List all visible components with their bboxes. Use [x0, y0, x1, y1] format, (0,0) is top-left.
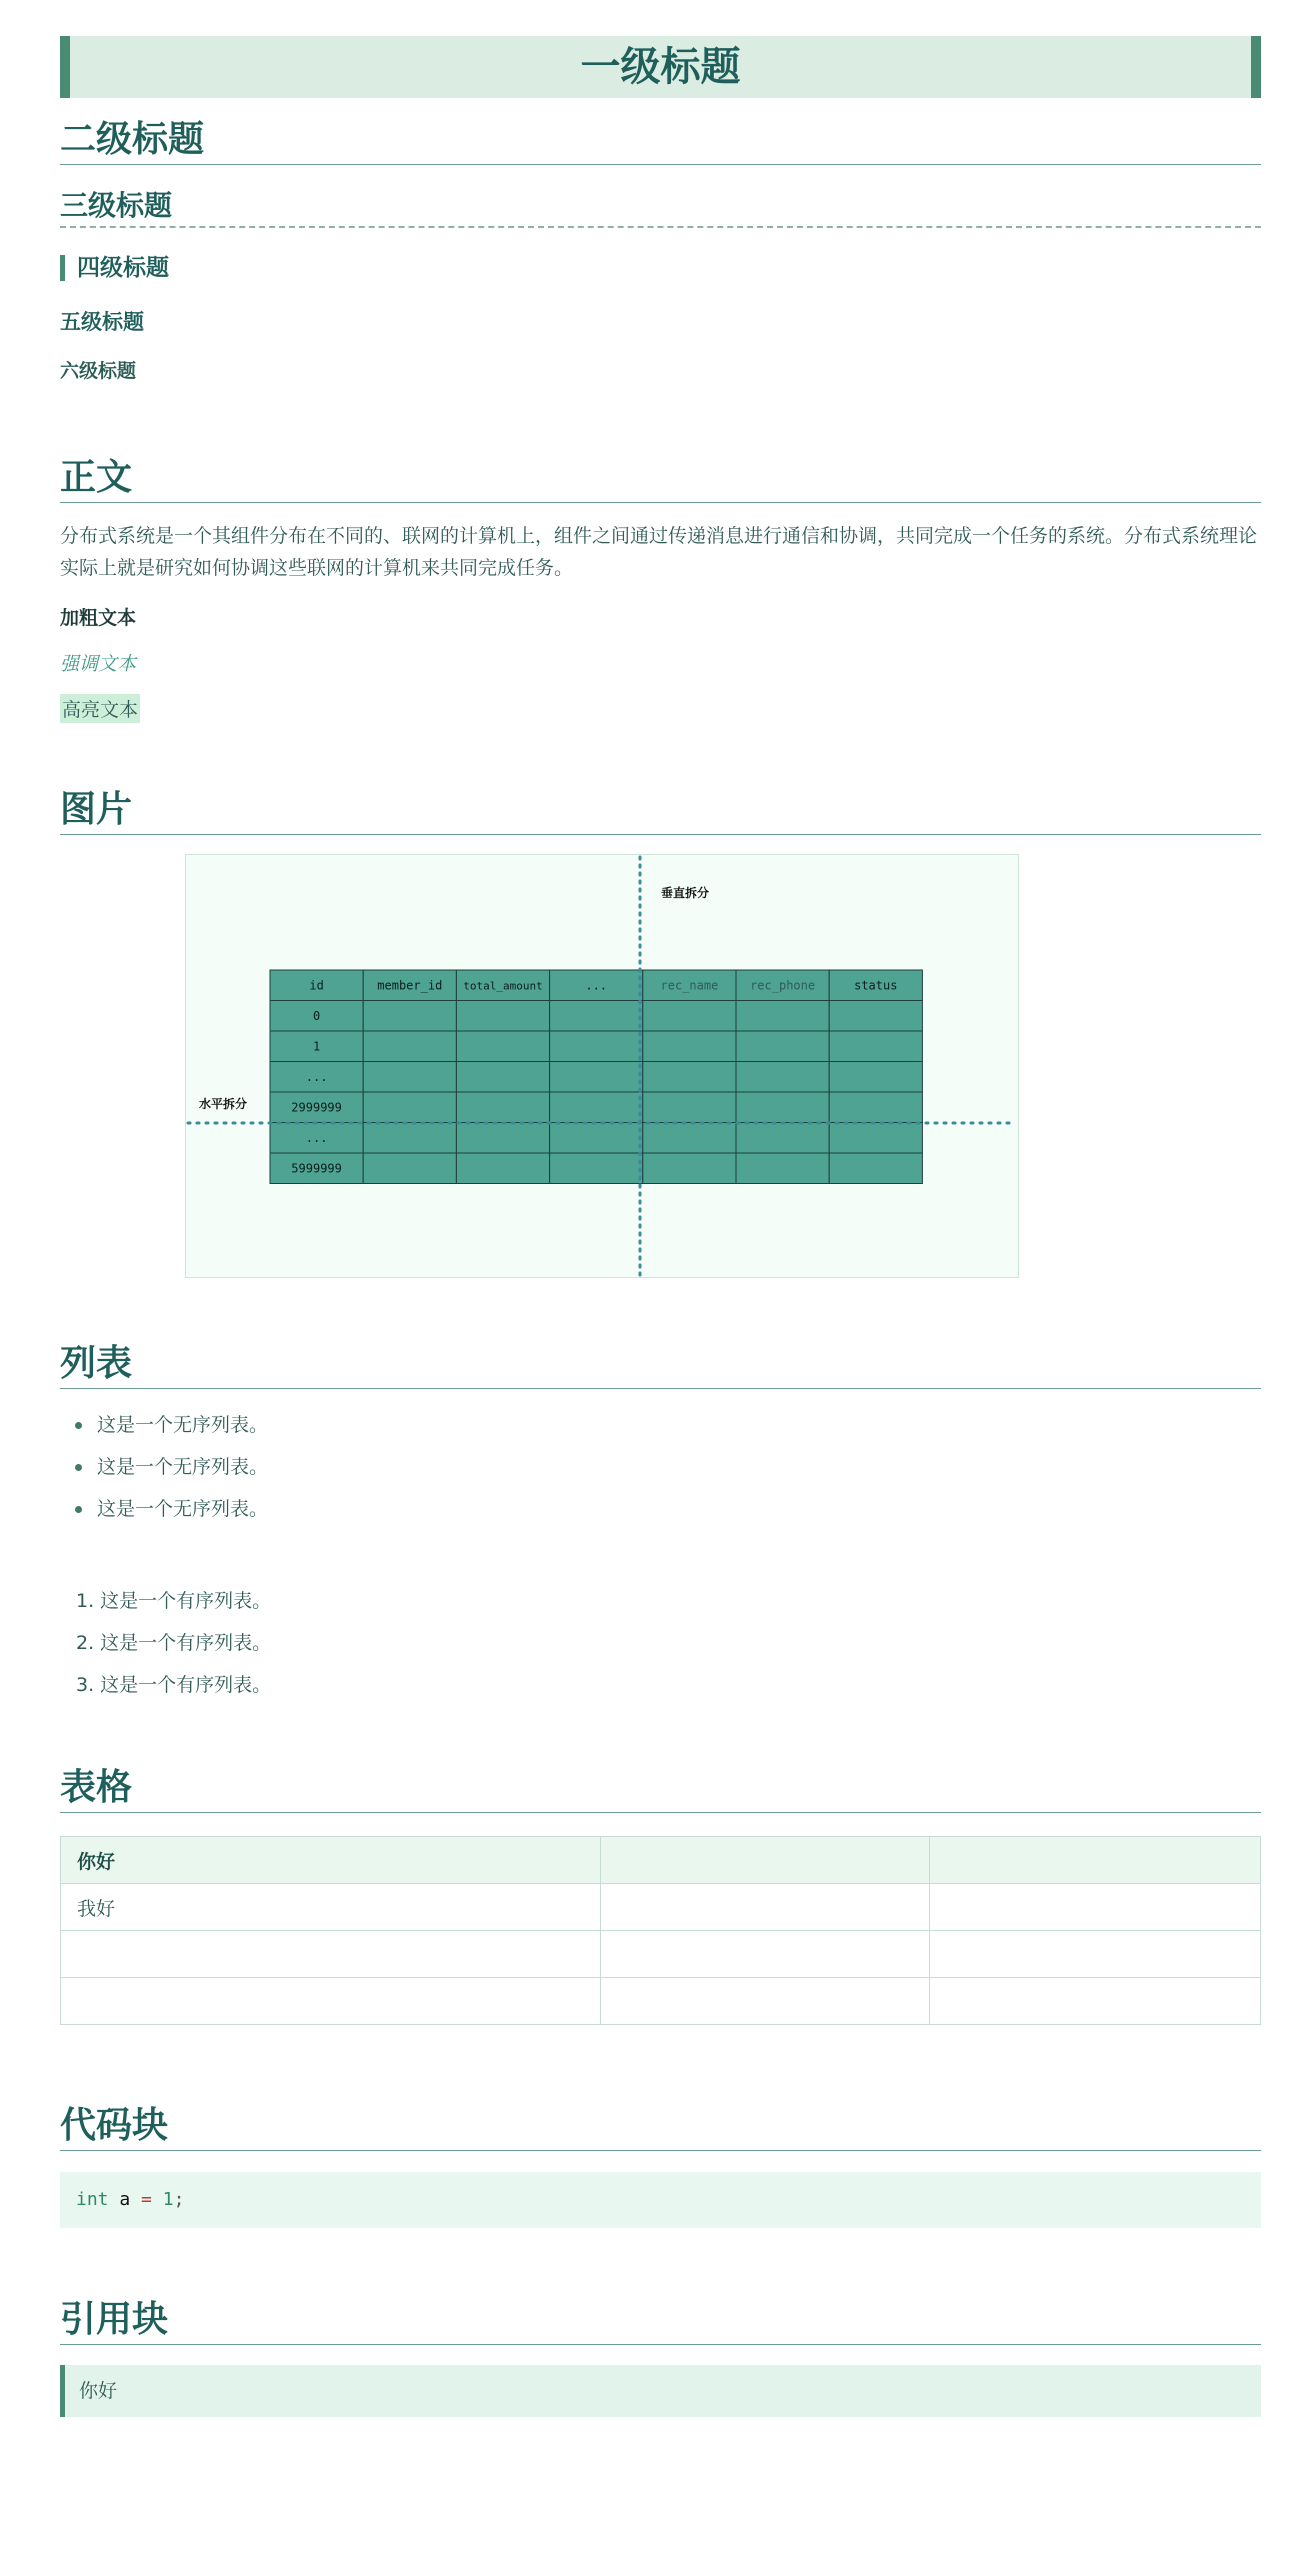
diagram-column-label: total_amount — [463, 979, 543, 993]
content-table — [60, 1836, 1261, 2025]
code-block — [60, 2172, 1261, 2228]
diagram-column-label: id — [309, 978, 324, 993]
diagram-row-label: ... — [305, 1130, 328, 1145]
diagram-cell — [456, 1123, 549, 1154]
diagram-cell — [736, 1092, 829, 1123]
diagram-cell — [736, 1062, 829, 1093]
table-cell — [61, 1978, 601, 2025]
diagram-cell — [643, 1062, 736, 1093]
ordered-list — [60, 1580, 271, 1706]
section-title-quote: 引用块 — [60, 2296, 1261, 2345]
bullet-icon — [75, 1464, 82, 1471]
table-row — [61, 1978, 1261, 2025]
diagram-cell — [456, 1062, 549, 1093]
diagram-cell — [456, 1001, 549, 1032]
heading-2: 二级标题 — [60, 116, 1261, 165]
table-cell — [600, 1931, 930, 1978]
diagram-cell — [456, 1092, 549, 1123]
heading-6: 六级标题 — [60, 360, 137, 382]
table-cell — [930, 1978, 1261, 2025]
diagram-cell — [643, 1031, 736, 1062]
diagram-cell — [363, 1031, 456, 1062]
list-item: 这是一个无序列表。 — [60, 1488, 268, 1530]
table-cell — [61, 1931, 601, 1978]
list-item: 1. 这是一个有序列表。 — [76, 1590, 272, 1612]
diagram-row-label: 0 — [312, 1008, 321, 1023]
bullet-icon — [75, 1506, 82, 1513]
diagram-cell — [829, 1092, 922, 1123]
diagram-cell — [829, 1153, 922, 1184]
table-cell: 你好 — [61, 1837, 601, 1884]
table-row — [61, 1931, 1261, 1978]
highlight-text: 高亮文本 — [60, 694, 140, 723]
code-number: 1 — [151, 2189, 174, 2210]
vertical-split-label: 垂直拆分 — [661, 886, 710, 900]
diagram-cell — [829, 1123, 922, 1154]
table-cell — [600, 1978, 930, 2025]
table-cell — [600, 1837, 930, 1884]
diagram-cell — [829, 1062, 922, 1093]
table-cell — [930, 1837, 1261, 1884]
code-identifier: a — [108, 2189, 142, 2210]
list-item: 3. 这是一个有序列表。 — [76, 1674, 272, 1696]
diagram-cell — [550, 1123, 643, 1154]
diagram-cell — [550, 1092, 643, 1123]
table-row — [61, 1884, 1261, 1931]
figure-split-diagram — [185, 854, 1019, 1278]
heading-3: 三级标题 — [60, 186, 1261, 228]
heading-5: 五级标题 — [60, 310, 144, 334]
diagram-column-label: status — [854, 978, 898, 993]
body-paragraph: 分布式系统是一个其组件分布在不同的、联网的计算机上，组件之间通过传递消息进行通信和协调，共同完成一个任务的系统。分布式系统理论实际上就是研究如何协调这些联网的计算机来共同完成任务。 — [60, 525, 1258, 579]
bold-text: 加粗文本 — [60, 607, 137, 629]
list-item: 这是一个无序列表。 — [60, 1446, 268, 1488]
diagram-cell — [363, 1123, 456, 1154]
diagram-cell — [363, 1092, 456, 1123]
diagram-row-label: 5999999 — [291, 1161, 342, 1176]
table-cell — [930, 1931, 1261, 1978]
diagram-cell — [550, 1153, 643, 1184]
diagram-cell — [456, 1031, 549, 1062]
diagram-cell — [829, 1001, 922, 1032]
diagram-column-label: member_id — [377, 978, 443, 993]
table-cell — [930, 1884, 1261, 1931]
diagram-cell — [550, 1031, 643, 1062]
table-cell: 我好 — [61, 1884, 601, 1931]
diagram-column-label: ... — [585, 978, 608, 993]
diagram-cell — [456, 1153, 549, 1184]
code-operator: = — [141, 2189, 152, 2210]
diagram-cell — [736, 1001, 829, 1032]
diagram-row-label: 1 — [312, 1039, 321, 1054]
diagram-cell — [643, 1092, 736, 1123]
section-title-code: 代码块 — [60, 2102, 1261, 2151]
diagram-cell — [363, 1153, 456, 1184]
diagram-cell — [363, 1062, 456, 1093]
diagram-row-label: ... — [305, 1069, 328, 1084]
diagram-cell — [736, 1153, 829, 1184]
diagram-cell — [829, 1031, 922, 1062]
section-title-image: 图片 — [60, 786, 1261, 835]
list-item: 2. 这是一个有序列表。 — [76, 1632, 272, 1654]
horizontal-split-label: 水平拆分 — [199, 1097, 248, 1111]
section-title-body: 正文 — [60, 454, 1261, 503]
diagram-cell — [643, 1001, 736, 1032]
diagram-cell — [643, 1123, 736, 1154]
code-keyword: int — [76, 2189, 109, 2210]
bullet-icon — [75, 1422, 82, 1429]
diagram-column-label: rec_phone — [750, 978, 816, 993]
table-header-row — [61, 1837, 1261, 1884]
section-title-table: 表格 — [60, 1764, 1261, 1813]
list-item: 这是一个无序列表。 — [60, 1404, 268, 1446]
diagram-cell — [643, 1153, 736, 1184]
diagram-cell — [550, 1001, 643, 1032]
code-terminator: ; — [173, 2189, 185, 2210]
heading-1: 一级标题 — [60, 36, 1261, 98]
section-title-list: 列表 — [60, 1340, 1261, 1389]
unordered-list — [60, 1404, 268, 1530]
diagram-cell — [550, 1062, 643, 1093]
diagram-cell — [736, 1123, 829, 1154]
heading-4: 四级标题 — [60, 255, 169, 281]
diagram-cell — [363, 1001, 456, 1032]
blockquote: 你好 — [60, 2365, 1261, 2417]
split-diagram — [186, 855, 1018, 1277]
data-table-grid — [270, 970, 922, 1184]
table-cell — [600, 1884, 930, 1931]
diagram-column-label: rec_name — [660, 978, 719, 993]
diagram-row-label: 2999999 — [291, 1100, 342, 1115]
diagram-cell — [736, 1031, 829, 1062]
emphasis-text: 强调文本 — [60, 653, 137, 675]
